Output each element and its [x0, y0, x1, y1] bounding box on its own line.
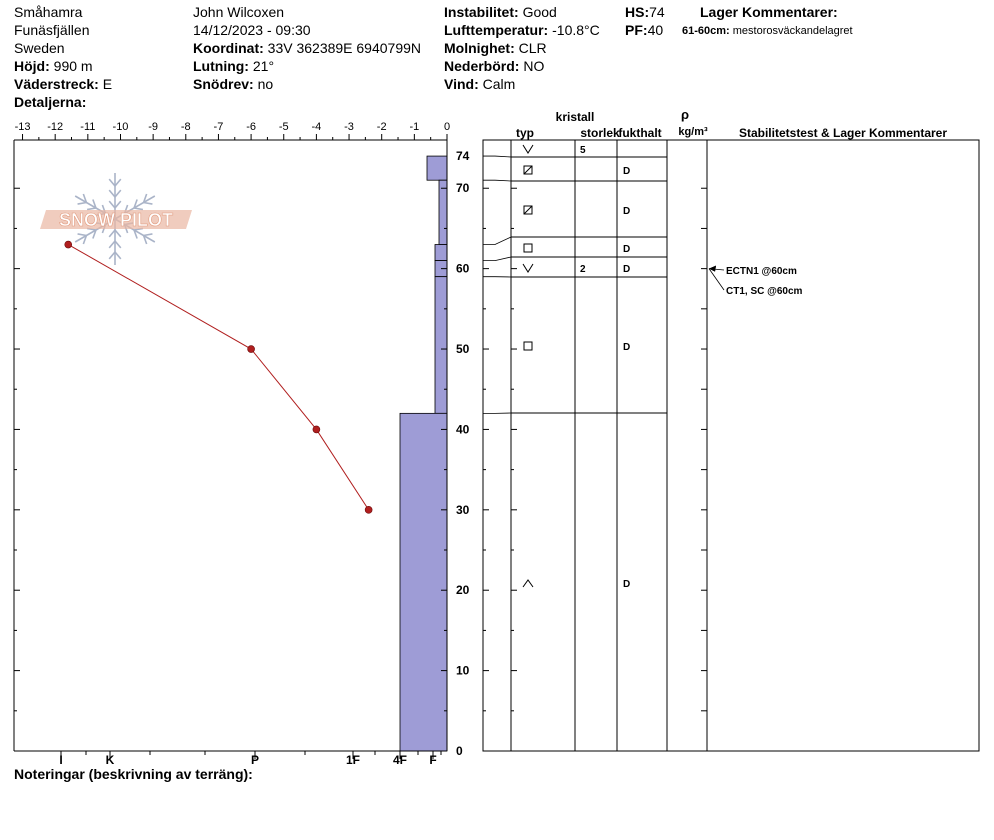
hardness-bar: [435, 277, 447, 414]
hardness-bar: [439, 180, 447, 244]
wet-grain-icon: [523, 145, 533, 153]
layer-comment-range: 61-60cm:: [682, 25, 730, 37]
drift-value: no: [257, 76, 274, 92]
rho-header: ρ: [680, 107, 690, 122]
depth-tick-label: 10: [456, 663, 470, 678]
location-name: Småhamra: [14, 4, 83, 20]
moisture-value: D: [623, 206, 631, 217]
layer-table-frame: [483, 140, 979, 751]
moisture-value: D: [623, 244, 631, 255]
temperature-tick-label: -10: [112, 121, 129, 133]
icon-stroke: [523, 580, 533, 587]
layer-connector: [483, 180, 511, 181]
temperature-point: [365, 506, 372, 513]
stability-header: Stabilitetstest & Lager Kommentarer: [738, 126, 948, 140]
pf-value: 40: [647, 22, 664, 38]
slope-label: Lutning:: [193, 58, 249, 74]
layer-connector: [483, 156, 511, 157]
temperature-point: [248, 346, 255, 353]
instability-label: Instabilitet:: [444, 4, 519, 20]
elevation-label: Höjd:: [14, 58, 50, 74]
pf-label: PF:: [625, 22, 648, 38]
precip-label: Nederbörd:: [444, 58, 520, 74]
airtemp-label: Lufttemperatur:: [444, 22, 549, 38]
rounded-faceted-icon: [524, 206, 532, 214]
temperature-tick-label: -2: [376, 121, 387, 133]
snowflake-branch: [115, 179, 121, 186]
area-name: Funäsfjällen: [14, 22, 90, 38]
depth-tick-label: 30: [456, 502, 470, 517]
coordinate-label: Koordinat:: [193, 40, 264, 56]
instability-value: Good: [522, 4, 557, 20]
depth-tick-label: 20: [456, 583, 470, 598]
snowflake-branch: [109, 201, 115, 208]
temperature-tick-label: -5: [278, 121, 289, 133]
hardness-tick-label: 4F: [392, 753, 408, 767]
grain-size-value: 2: [580, 264, 586, 275]
depth-tick-label: 70: [456, 181, 470, 196]
temperature-line: [68, 245, 368, 510]
grain-size-value: 5: [580, 145, 586, 156]
elevation-value: 990 m: [53, 58, 93, 74]
stability-test-label: ECTN1 @60cm: [726, 266, 797, 277]
snowflake-branch: [115, 252, 121, 259]
depth-tick-label: 40: [456, 422, 470, 437]
country-name: Sweden: [14, 40, 65, 56]
temperature-point: [313, 426, 320, 433]
depth-tick-label: 74: [456, 149, 470, 164]
depth-hoar-icon: [523, 580, 533, 587]
depth-tick-label: 0: [456, 744, 463, 758]
layer-comment-text: mestorosväckandelagret: [732, 25, 853, 37]
snowflake-branch: [78, 234, 87, 236]
drift-label: Snödrev:: [193, 76, 254, 92]
stability-test-label: CT1, SC @60cm: [726, 286, 803, 297]
hardness-tick-label: I: [59, 753, 63, 767]
snowflake-branch: [115, 241, 121, 248]
icon-stroke: [523, 264, 533, 272]
snowflake-branch: [109, 252, 115, 259]
snowflake-branch: [109, 241, 115, 248]
temperature-tick-label: -12: [47, 121, 64, 133]
crystal-header: kristall: [555, 110, 595, 124]
icon-stroke: [524, 206, 532, 214]
temperature-tick-label: -7: [213, 121, 224, 133]
density-unit-header: kg/m³: [678, 126, 708, 138]
hardness-profile: [400, 156, 447, 751]
coordinate-value: 33V 362389E 6940799N: [267, 40, 422, 56]
moisture-value: D: [623, 579, 631, 590]
temperature-tick-label: -9: [148, 121, 159, 133]
snowflake-branch: [115, 201, 121, 208]
aspect-label: Väderstreck:: [14, 76, 99, 92]
depth-tick-label: 50: [456, 342, 470, 357]
snowflake-branch: [109, 190, 115, 197]
sky-label: Molnighet:: [444, 40, 515, 56]
hardness-bar: [400, 413, 447, 751]
depth-tick-label: 60: [456, 261, 470, 276]
temperature-tick-label: -4: [311, 121, 322, 133]
moisture-value: D: [623, 264, 631, 275]
wind-value: Calm: [482, 76, 516, 92]
faceted-icon: [524, 244, 532, 252]
size-header: storlek: [580, 126, 620, 140]
observer-name: John Wilcoxen: [193, 4, 285, 20]
snowflake-branch: [115, 190, 121, 197]
layer-connector: [483, 237, 511, 245]
icon-stroke: [524, 166, 532, 174]
temperature-tick-label: -13: [14, 121, 31, 133]
temperature-tick-label: 0: [443, 121, 451, 133]
sky-value: CLR: [518, 40, 547, 56]
hardness-tick-label: 1F: [345, 753, 361, 767]
moisture-header: fukthalt: [618, 126, 662, 140]
hs-label: HS:: [625, 4, 650, 20]
hardness-bar: [427, 156, 447, 180]
hardness-tick-label: P: [250, 753, 260, 767]
temperature-tick-label: -11: [80, 121, 96, 133]
logo-text: SNOW PILOT: [59, 210, 173, 230]
temperature-tick-label: -3: [344, 121, 354, 133]
snowflake-branch: [109, 230, 115, 237]
temperature-point: [65, 241, 72, 248]
stability-test-pointer: [709, 269, 724, 290]
surface-hoar-icon: [523, 264, 533, 272]
slope-value: 21°: [252, 58, 275, 74]
snowflake-branch: [144, 203, 153, 205]
aspect-value: E: [102, 76, 113, 92]
snowflake-branch: [115, 230, 121, 237]
moisture-value: D: [623, 342, 631, 353]
airtemp-value: -10.8°C: [552, 22, 600, 38]
temperature-tick-label: -6: [246, 121, 256, 133]
icon-stroke: [523, 145, 533, 153]
moisture-value: D: [623, 166, 631, 177]
type-header: typ: [516, 126, 534, 140]
temperature-tick-label: -8: [180, 121, 191, 133]
hardness-bar: [435, 245, 447, 261]
temperature-tick-label: -1: [409, 121, 420, 133]
snowflake-branch: [109, 179, 115, 186]
details-label: Detaljerna:: [14, 94, 87, 110]
hs-value: 74: [649, 4, 665, 20]
snowflake-branch: [78, 203, 87, 205]
snowflake-branch: [144, 234, 153, 236]
icon-stroke: [524, 244, 532, 252]
observation-datetime: 14/12/2023 - 09:30: [193, 22, 311, 38]
icon-stroke: [524, 342, 532, 350]
faceted-icon: [524, 342, 532, 350]
layer-comments-label: Lager Kommentarer:: [700, 4, 838, 20]
hardness-tick-label: F: [429, 753, 437, 767]
rounded-faceted-icon: [524, 166, 532, 174]
wind-label: Vind:: [444, 76, 479, 92]
precip-value: NO: [523, 58, 545, 74]
layer-connector: [483, 257, 511, 261]
terrain-notes-label: Noteringar (beskrivning av terräng):: [14, 766, 253, 782]
hardness-tick-label: K: [105, 753, 115, 767]
